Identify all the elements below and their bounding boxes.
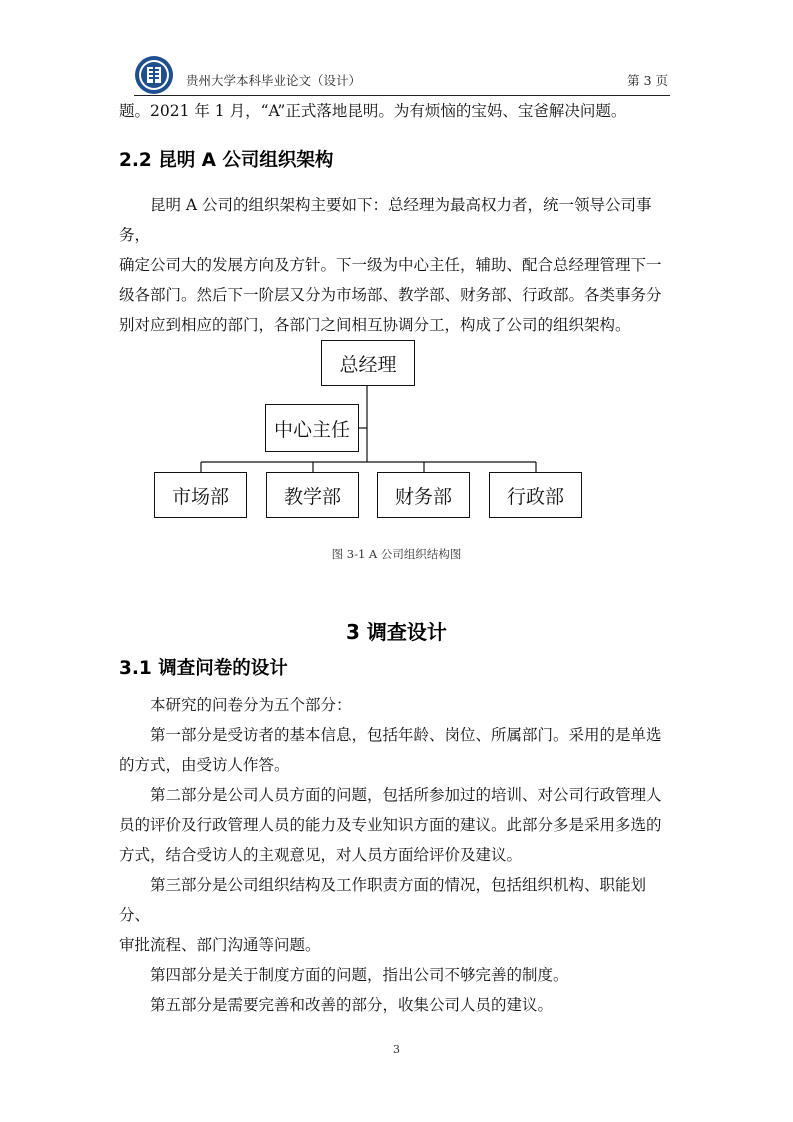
paragraph: 第四部分是关于制度方面的问题，指出公司不够完善的制度。 [150,966,569,984]
paragraph-line: 的方式，由受访人作答。 [119,756,290,774]
header-title: 贵州大学本科毕业论文（设计） [186,73,362,88]
org-node-department: 市场部 [154,472,247,518]
figure-caption: 图 3-1 A 公司组织结构图 [331,547,462,561]
paragraph: 第五部分是需要完善和改善的部分，收集公司人员的建议。 [150,996,554,1014]
paragraph-line: 第三部分是公司组织结构及工作职责方面的情况，包括组织机构、职能划分、 [119,876,647,924]
continued-paragraph: 题。2021 年 1 月，“A”正式落地昆明。为有烦恼的宝妈、宝爸解决问题。 [119,102,627,120]
paragraph-line: 级各部门。然后下一阶层又分为市场部、教学部、财务部、行政部。各类事务分 [119,286,662,304]
chapter-heading-3: 3 调查设计 [346,620,447,644]
org-node-department: 行政部 [489,472,582,518]
org-node-department: 教学部 [266,472,359,518]
section-heading-2-2: 2.2 昆明 A 公司组织架构 [119,150,334,171]
section-3-1-body [119,690,675,1020]
org-chart-connectors [0,0,793,540]
org-node-department: 财务部 [377,472,470,518]
org-node-general-manager: 总经理 [321,340,415,386]
footer-page-number: 3 [393,1043,400,1056]
paragraph-line: 确定公司大的发展方向及方针。下一级为中心主任，辅助、配合总经理管理下一 [119,256,662,274]
paragraph-line: 方式，结合受访人的主观意见，对人员方面给评价及建议。 [119,846,523,864]
paragraph-line: 第一部分是受访者的基本信息，包括年龄、岗位、所属部门。采用的是单选 [150,726,662,744]
paragraph-line: 别对应到相应的部门，各部门之间相互协调分工，构成了公司的组织架构。 [119,316,631,334]
paragraph-line: 昆明 A 公司的组织架构主要如下：总经理为最高权力者，统一领导公司事务， [119,196,652,244]
header-page-label: 第 3 页 [627,73,668,88]
paragraph-line: 审批流程、部门沟通等问题。 [119,936,321,954]
paragraph-line: 员的评价及行政管理人员的能力及专业知识方面的建议。此部分多是采用多选的 [119,816,662,834]
paragraph: 本研究的问卷分为五个部分： [150,696,352,714]
paragraph-line: 第二部分是公司人员方面的问题，包括所参加过的培训、对公司行政管理人 [150,786,662,804]
section-heading-3-1: 3.1 调查问卷的设计 [119,658,288,679]
org-node-center-director: 中心主任 [265,404,359,452]
